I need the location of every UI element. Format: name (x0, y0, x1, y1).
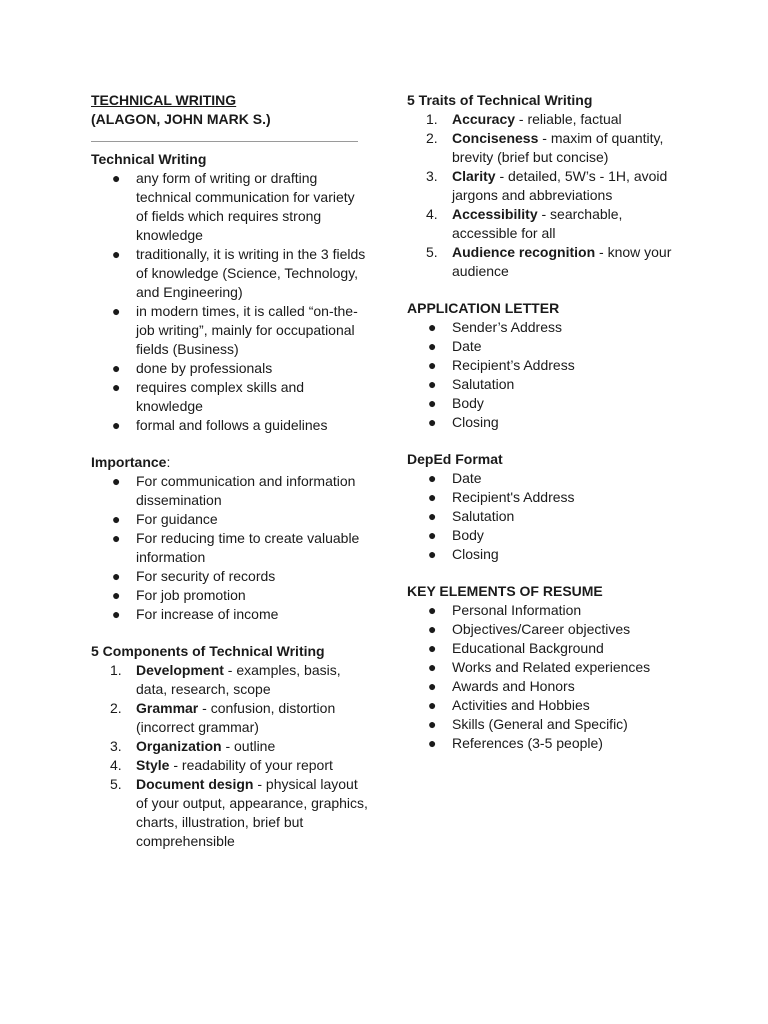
list-item: ● requires complex skills and knowledge (112, 379, 305, 414)
bullet-icon: ● (428, 697, 437, 713)
list-item: 1. Development - examples, basis, data, research, scope (110, 662, 341, 697)
list-item: ● Sender’s Address (428, 319, 562, 335)
list-item: 3. Clarity - detailed, 5W’s - 1H, avoid jargons and abbreviations (426, 168, 668, 203)
bullet-icon: ● (112, 417, 121, 433)
list-number: 4. (110, 757, 122, 773)
list-item: ● formal and follows a guidelines (112, 417, 328, 433)
technical-writing-list (91, 169, 369, 435)
horizontal-divider (91, 141, 358, 142)
left-column (91, 91, 369, 851)
list-item: ● For security of records (112, 568, 276, 584)
resume-elements-list (407, 601, 677, 753)
bullet-icon: ● (112, 360, 121, 376)
list-item: ● Salutation (428, 508, 515, 524)
list-number: 1. (426, 111, 438, 127)
bullet-icon: ● (428, 489, 437, 505)
list-item: ● Awards and Honors (428, 678, 575, 694)
bullet-icon: ● (428, 735, 437, 751)
section-heading-importance: Importance: (91, 454, 171, 470)
deped-format-list (407, 469, 677, 564)
bullet-icon: ● (112, 379, 121, 395)
bullet-icon: ● (428, 716, 437, 732)
bullet-icon: ● (428, 319, 437, 335)
bullet-icon: ● (428, 659, 437, 675)
list-number: 2. (426, 130, 438, 146)
bullet-icon: ● (428, 414, 437, 430)
list-item: ● Educational Background (428, 640, 604, 656)
section-heading-deped-format: DepEd Format (407, 451, 503, 467)
bullet-icon: ● (112, 530, 121, 546)
list-item: ● Skills (General and Specific) (428, 716, 628, 732)
bullet-icon: ● (428, 621, 437, 637)
list-item: ● Body (428, 527, 484, 543)
application-letter-list (407, 318, 677, 432)
bullet-icon: ● (112, 170, 121, 186)
bullet-icon: ● (428, 602, 437, 618)
list-item: ● For job promotion (112, 587, 246, 603)
list-item: ● For guidance (112, 511, 218, 527)
list-number: 4. (426, 206, 438, 222)
list-number: 3. (110, 738, 122, 754)
list-item: ● done by professionals (112, 360, 273, 376)
list-item: 2. Conciseness - maxim of quantity, brevity (brief but concise) (426, 130, 664, 165)
bullet-icon: ● (428, 357, 437, 373)
bullet-icon: ● (428, 376, 437, 392)
list-item: 2. Grammar - confusion, distortion (incorrect grammar) (110, 700, 336, 735)
bullet-icon: ● (428, 508, 437, 524)
list-item: 5. Document design - physical layout of your output, appearance, graphics, charts, illustration, brief but comprehensible (110, 776, 368, 849)
bullet-icon: ● (428, 678, 437, 694)
list-number: 5. (426, 244, 438, 260)
bullet-icon: ● (428, 470, 437, 486)
bullet-icon: ● (112, 587, 121, 603)
list-item: ● in modern times, it is called “on-the-job writing”, mainly for occupational fields (Business) (112, 303, 358, 357)
bullet-icon: ● (428, 640, 437, 656)
list-item: ● For reducing time to create valuable information (112, 530, 360, 565)
section-heading-components: 5 Components of Technical Writing (91, 643, 325, 659)
list-item: ● For increase of income (112, 606, 279, 622)
list-item: ● Objectives/Career objectives (428, 621, 631, 637)
section-heading-traits: 5 Traits of Technical Writing (407, 92, 593, 108)
list-item: 3. Organization - outline (110, 738, 276, 754)
list-item: ● Activities and Hobbies (428, 697, 590, 713)
list-item: 4. Accessibility - searchable, accessible for all (426, 206, 623, 241)
bullet-icon: ● (112, 246, 121, 262)
list-item: ● Recipient’s Address (428, 357, 575, 373)
bullet-icon: ● (428, 338, 437, 354)
bullet-icon: ● (112, 511, 121, 527)
list-number: 1. (110, 662, 122, 678)
list-item: ● References (3-5 people) (428, 735, 603, 751)
list-item: ● Closing (428, 414, 499, 430)
importance-list (91, 472, 369, 624)
bullet-icon: ● (428, 527, 437, 543)
list-item: ● For communication and information dissemination (112, 473, 356, 508)
document-author: (ALAGON, JOHN MARK S.) (91, 111, 271, 127)
list-item: ● Works and Related experiences (428, 659, 651, 675)
list-item: 4. Style - readability of your report (110, 757, 333, 773)
document-title: TECHNICAL WRITING (91, 92, 237, 108)
components-list (91, 661, 369, 851)
bullet-icon: ● (428, 395, 437, 411)
list-number: 3. (426, 168, 438, 184)
bullet-icon: ● (428, 546, 437, 562)
right-column (407, 91, 677, 753)
list-item: ● traditionally, it is writing in the 3 fields of knowledge (Science, Technology, and Engineering) (112, 246, 366, 300)
list-item: ● Closing (428, 546, 499, 562)
bullet-icon: ● (112, 303, 121, 319)
list-number: 2. (110, 700, 122, 716)
section-heading-application-letter: APPLICATION LETTER (407, 300, 560, 316)
list-item: ● Salutation (428, 376, 515, 392)
list-item: 1. Accuracy - reliable, factual (426, 111, 622, 127)
section-heading-technical-writing: Technical Writing (91, 151, 207, 167)
traits-list (407, 110, 677, 281)
bullet-icon: ● (112, 606, 121, 622)
list-item: ● Date (428, 338, 482, 354)
bullet-icon: ● (112, 568, 121, 584)
list-number: 5. (110, 776, 122, 792)
bullet-icon: ● (112, 473, 121, 489)
list-item: ● Body (428, 395, 484, 411)
list-item: ● Date (428, 470, 482, 486)
list-item: 5. Audience recognition - know your audience (426, 244, 672, 279)
list-item: ● Personal Information (428, 602, 582, 618)
list-item: ● any form of writing or drafting technical communication for variety of fields which requires strong knowledge (112, 170, 355, 243)
list-item: ● Recipient's Address (428, 489, 575, 505)
section-heading-resume: KEY ELEMENTS OF RESUME (407, 583, 603, 599)
